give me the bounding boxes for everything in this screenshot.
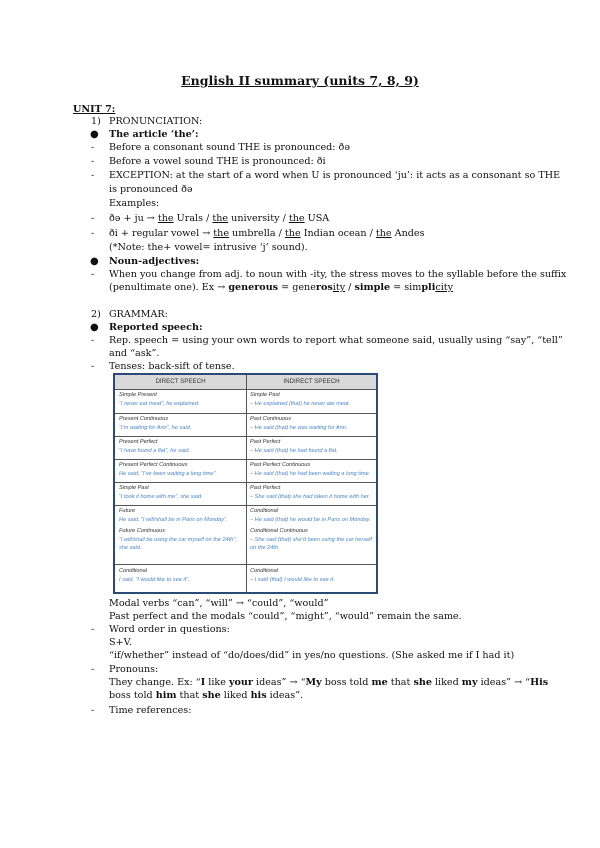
table-rule xyxy=(115,389,376,390)
section-number-1: 1) xyxy=(91,116,101,127)
section-number-2: 2) xyxy=(91,309,101,320)
section-title-pronunciation: PRONUNCIATION: xyxy=(109,116,203,127)
indirect-example: – He said (that) he would be in Paris on Monday. xyxy=(250,517,371,523)
indirect-example: – He said (that) he was waiting for Ann. xyxy=(250,425,348,431)
past-perfect-line: Past perfect and the modals “could”, “might”, “would” remain the same. xyxy=(109,611,462,622)
indirect-example: – He explained (that) he never ate meat. xyxy=(250,401,351,407)
sv-line: S+V. xyxy=(109,637,132,648)
header-indirect-speech: INDIRECT SPEECH xyxy=(247,375,376,389)
if-whether-line: “if/whether” instead of “do/does/did” in yes/no questions. (She asked me if I had it) xyxy=(109,650,515,661)
dash-marker: - xyxy=(91,361,95,372)
tense-backshift-table xyxy=(113,373,378,594)
page-title: English II summary (units 7, 8, 9) xyxy=(181,73,419,88)
direct-tense-label: Future Continuous xyxy=(119,528,166,534)
dash-marker: - xyxy=(91,156,95,167)
modal-verbs-line: Modal verbs “can”, “will” → “could”, “would” xyxy=(109,598,329,609)
unit-heading: UNIT 7: xyxy=(73,104,116,115)
direct-example: He said, “I will/shall be in Paris on Monday”. xyxy=(119,517,228,523)
direct-tense-label: Simple Present xyxy=(119,392,157,398)
indirect-example: – She said (that) she had taken it home with her. xyxy=(250,494,371,500)
direct-tense-label: Present Continuous xyxy=(119,416,169,422)
indirect-tense-label: Past Perfect xyxy=(250,485,281,491)
stress-rule-line-1: When you change from adj. to noun with -ity, the stress moves to the syllable before the suffix xyxy=(109,269,567,280)
indirect-tense-label: Past Perfect Continuous xyxy=(250,462,311,468)
table-rule xyxy=(115,459,376,460)
direct-example: “I have found a flat”, he said. xyxy=(119,448,190,454)
dash-marker: - xyxy=(91,705,95,716)
indirect-tense-label: Simple Past xyxy=(250,392,280,398)
dash-marker: - xyxy=(91,213,95,224)
dash-marker: - xyxy=(91,664,95,675)
indirect-tense-label: Past Perfect xyxy=(250,439,281,445)
exception-line-2: is pronounced ðə xyxy=(109,184,193,195)
word-order-heading: Word order in questions: xyxy=(109,624,230,635)
exception-line-1: EXCEPTION: at the start of a word when U is pronounced ‘ju’: it acts as a consonant so THE xyxy=(109,170,561,181)
indirect-example: – I said (that) I would like to see it. xyxy=(250,577,335,583)
reported-def-line-1: Rep. speech = using your own words to report what someone said, usually using “say”, “tell” xyxy=(109,335,563,346)
consonant-rule: Before a consonant sound THE is pronounced: ðə xyxy=(109,142,350,153)
indirect-example: – He said (that) he had been waiting a long time. xyxy=(250,471,371,477)
stress-rule-line-2: (penultimate one). Ex → generous = generosity / simple = simplicity xyxy=(109,282,454,293)
example-consonant: ðə + ju → the Urals / the university / the USA xyxy=(109,213,330,224)
direct-example: “I’m waiting for Ann”, he said. xyxy=(119,425,192,431)
direct-example: “I took it home with me”, she said. xyxy=(119,494,203,500)
reported-def-line-2: and “ask”. xyxy=(109,348,160,359)
table-divider xyxy=(246,375,247,592)
article-heading: The article ‘the’: xyxy=(109,129,199,140)
indirect-example: – She said (that) she’d been using the car herself on the 24th. xyxy=(250,537,372,551)
pronouns-line-2: boss told him that she liked his ideas”. xyxy=(109,690,304,701)
dash-marker: - xyxy=(91,624,95,635)
dash-marker: - xyxy=(91,228,95,239)
table-rule xyxy=(115,436,376,437)
example-vowel: ði + regular vowel → the umbrella / the Indian ocean / the Andes xyxy=(109,228,425,239)
pronouns-line-1: They change. Ex: “I like your ideas” → “My boss told me that she liked my ideas” → “His xyxy=(109,677,549,688)
table-rule xyxy=(115,564,376,565)
dash-marker: - xyxy=(91,142,95,153)
indirect-tense-label: Conditional xyxy=(250,508,278,514)
table-rule xyxy=(115,482,376,483)
dash-marker: - xyxy=(91,335,95,346)
indirect-tense-label: Conditional Continuous xyxy=(250,528,308,534)
vowel-rule: Before a vowel sound THE is pronounced: ði xyxy=(109,156,326,167)
time-references-heading: Time references: xyxy=(109,705,192,716)
bullet-marker: ● xyxy=(90,322,99,333)
indirect-tense-label: Past Continuous xyxy=(250,416,292,422)
direct-tense-label: Present Perfect xyxy=(119,439,158,445)
indirect-tense-label: Conditional xyxy=(250,568,278,574)
direct-example: I said, “I would like to see it”. xyxy=(119,577,190,583)
dash-marker: - xyxy=(91,269,95,280)
noun-adjectives-heading: Noun-adjectives: xyxy=(109,256,200,267)
direct-tense-label: Simple Past xyxy=(119,485,149,491)
bullet-marker: ● xyxy=(90,129,99,140)
reported-speech-heading: Reported speech: xyxy=(109,322,203,333)
examples-label: Examples: xyxy=(109,198,160,209)
pronouns-heading: Pronouns: xyxy=(109,664,159,675)
direct-tense-label: Present Perfect Continuous xyxy=(119,462,188,468)
intrusive-note: (*Note: the+ vowel= intrusive ‘j’ sound). xyxy=(109,242,308,253)
dash-marker: - xyxy=(91,170,95,181)
direct-example: “I will/shall be using the car myself on the 24th”, she said. xyxy=(119,537,237,551)
header-direct-speech: DIRECT SPEECH xyxy=(115,375,246,389)
direct-tense-label: Conditional xyxy=(119,568,147,574)
direct-example: “I never eat meat”, he explained. xyxy=(119,401,200,407)
indirect-example: – He said (that) he had found a flat. xyxy=(250,448,338,454)
direct-example: He said, “I’ve been waiting a long time”. xyxy=(119,471,217,477)
direct-tense-label: Future xyxy=(119,508,136,514)
section-title-grammar: GRAMMAR: xyxy=(109,309,168,320)
table-rule xyxy=(115,505,376,506)
bullet-marker: ● xyxy=(90,256,99,267)
tenses-line: Tenses: back-sift of tense. xyxy=(109,361,235,372)
table-rule xyxy=(115,413,376,414)
